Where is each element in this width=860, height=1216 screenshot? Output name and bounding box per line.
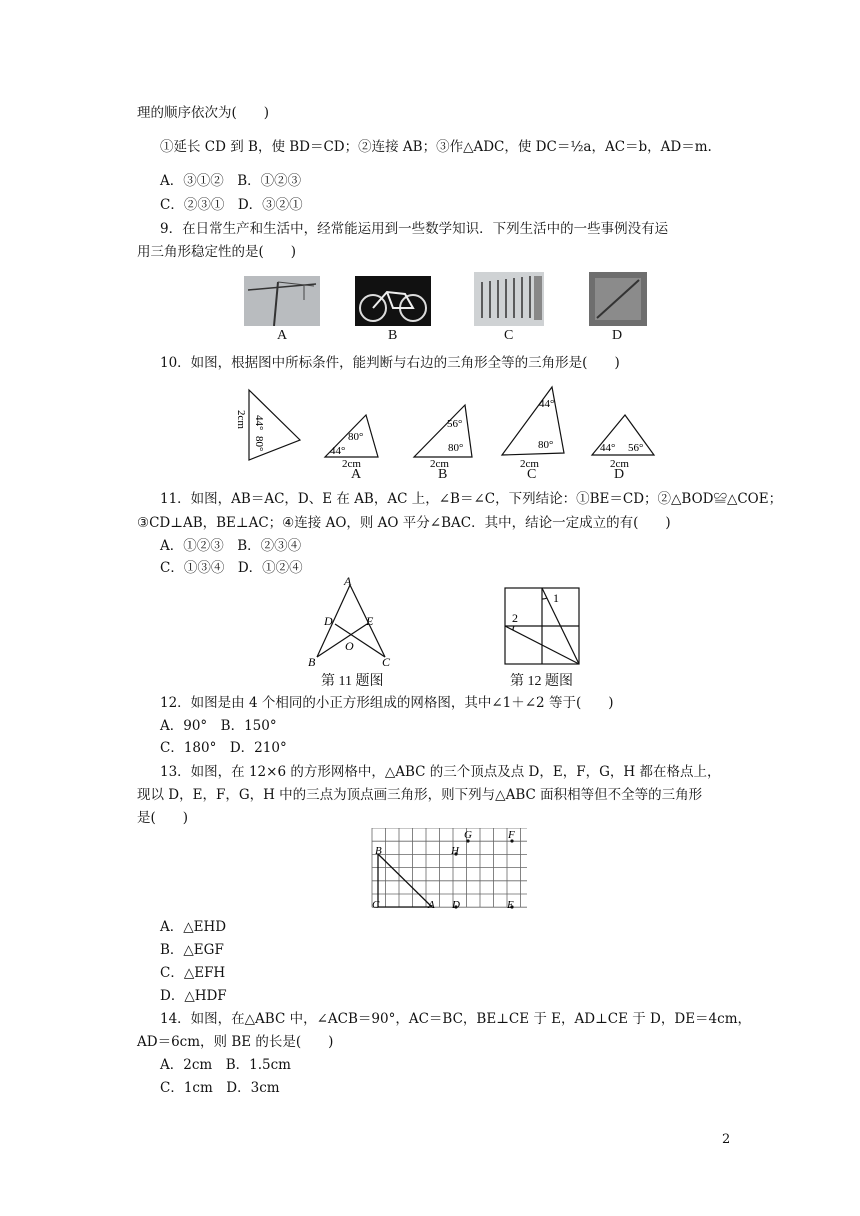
point-label: B	[308, 655, 316, 669]
text-line: A．2cm B．1.5cm	[160, 1057, 291, 1073]
photo-brace	[589, 272, 647, 326]
figure-11	[300, 575, 400, 670]
text-line: A．①②③ B．②③④	[160, 538, 302, 554]
angle-label: 56°	[628, 442, 644, 454]
angle-label: 80°	[348, 431, 364, 443]
point-label: E	[507, 899, 514, 911]
option-d-triangle	[592, 415, 654, 470]
page-number: 2	[722, 1132, 731, 1147]
text-line: 现以 D，E，F，G，H 中的三点为顶点画三角形，则下列与△ABC 面积相等但不全等的三角形	[137, 787, 703, 803]
ref-angle: 44°	[253, 415, 265, 431]
text-line: AD＝6cm，则 BE 的长是( )	[137, 1034, 334, 1050]
point-label: H	[451, 845, 459, 857]
angle-label: 80°	[448, 442, 464, 454]
point-label: A	[428, 899, 435, 911]
photo-label: C	[504, 328, 514, 343]
question-12: 12．如图是由 4 个相同的小正方形组成的网格图，其中∠1＋∠2 等于( )	[160, 695, 614, 711]
angle-label: 44°	[600, 442, 616, 454]
point-label: A	[344, 575, 352, 588]
point-label: C	[382, 655, 391, 669]
photo-label: D	[612, 328, 623, 343]
angle-label: 80°	[538, 439, 554, 451]
text-line: C．1cm D．3cm	[160, 1080, 280, 1096]
option-label: A	[351, 467, 362, 482]
side-label: 2cm	[520, 458, 539, 470]
option-label: C	[527, 467, 537, 482]
option-a-triangle	[325, 415, 378, 470]
figure-11-caption: 第 11 题图	[321, 674, 384, 689]
side-label: 2cm	[610, 458, 629, 470]
text-line: A．90° B．150°	[160, 718, 277, 734]
text-line: 是( )	[137, 810, 189, 826]
ref-angle: 80°	[253, 436, 265, 452]
text-line: 用三角形稳定性的是( )	[137, 244, 297, 260]
text-line: C．180° D．210°	[160, 740, 287, 756]
point-label: B	[375, 845, 382, 857]
text-line: A．△EHD	[160, 919, 227, 935]
text-line: ①延长 CD 到 B，使 BD＝CD；②连接 AB；③作△ADC，使 DC＝½a，AC＝b，AD＝m.	[160, 139, 712, 155]
text-line: A．③①② B．①②③	[160, 173, 302, 189]
angle-label: 44°	[330, 445, 346, 457]
photo-crane	[244, 276, 320, 326]
option-b-triangle	[414, 405, 472, 470]
photo-bicycle	[355, 276, 431, 326]
point-label: C	[372, 899, 380, 911]
angle-label: 44°	[539, 398, 555, 410]
option-label: D	[614, 467, 625, 482]
photo-label: A	[277, 328, 288, 343]
point-label: F	[508, 829, 515, 841]
option-c-triangle	[502, 387, 564, 470]
angle-label: 1	[553, 591, 559, 605]
point-label: D	[324, 614, 333, 628]
text-line: C．①③④ D．①②④	[160, 560, 303, 576]
text-line: B．△EGF	[160, 942, 224, 958]
text-line: C．△EFH	[160, 965, 226, 981]
question-9: 9．在日常生产和生活中，经常能运用到一些数学知识．下列生活中的一些事例没有运	[160, 221, 669, 237]
photo-label: B	[388, 328, 398, 343]
question-14: 14．如图，在△ABC 中，∠ACB＝90°，AC＝BC，BE⊥CE 于 E，AD⊥CE 于 D，DE＝4cm，	[160, 1011, 752, 1027]
reference-triangle	[235, 390, 300, 460]
angle-label: 56°	[447, 418, 463, 430]
point-label: G	[464, 829, 472, 841]
question-10: 10．如图，根据图中所标条件，能判断与右边的三角形全等的三角形是( )	[160, 355, 620, 371]
text-line: D．△HDF	[160, 988, 227, 1004]
side-label: 2cm	[430, 458, 449, 470]
question-11: 11．如图，AB＝AC，D、E 在 AB，AC 上，∠B＝∠C，下列结论：①BE＝CD；②△BOD≌△COE；	[160, 491, 783, 507]
angle-label: 2	[512, 611, 518, 625]
q10-figure	[230, 385, 670, 470]
photo-folding-gate	[474, 272, 544, 326]
question-13: 13．如图，在 12×6 的方形网格中，△ABC 的三个顶点及点 D，E，F，G，H 都在格点上，	[160, 764, 721, 780]
text-line: 理的顺序依次为( )	[137, 105, 270, 121]
text-line: C．②③① D．③②①	[160, 197, 303, 213]
option-label: B	[438, 467, 448, 482]
point-label: O	[345, 639, 354, 653]
figure-13	[367, 828, 527, 912]
figure-12	[500, 585, 585, 667]
figure-12-caption: 第 12 题图	[510, 674, 573, 689]
point-label: D	[452, 899, 460, 911]
ref-side: 2cm	[235, 410, 247, 429]
text-line: ③CD⊥AB，BE⊥AC；④连接 AO，则 AO 平分∠BAC．其中，结论一定成立的有( )	[137, 515, 671, 531]
side-label: 2cm	[342, 458, 361, 470]
point-label: E	[366, 614, 374, 628]
